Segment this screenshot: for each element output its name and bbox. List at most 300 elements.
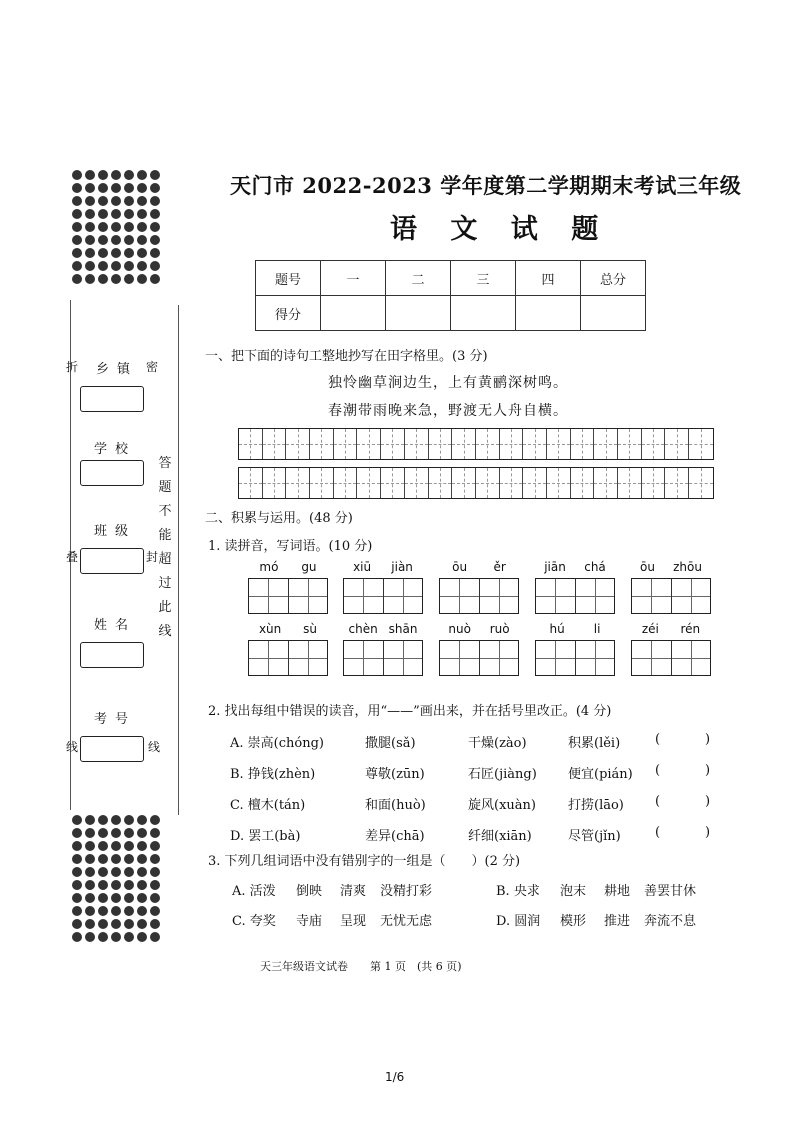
tianzige-cell[interactable] bbox=[263, 468, 287, 498]
tianzige-cell[interactable] bbox=[381, 468, 405, 498]
score-header-cell: 二 bbox=[386, 261, 451, 296]
score-cell[interactable] bbox=[386, 296, 451, 331]
pattern-dot bbox=[111, 880, 121, 890]
tianzige-cell[interactable] bbox=[263, 429, 287, 459]
pattern-dot bbox=[72, 919, 82, 929]
word-answer-boxes[interactable] bbox=[248, 640, 328, 676]
tianzige-cell[interactable] bbox=[452, 468, 476, 498]
tianzige-cell[interactable] bbox=[334, 429, 358, 459]
pattern-dot bbox=[85, 932, 95, 942]
score-cell[interactable] bbox=[321, 296, 386, 331]
exam-title: 天门市 2022-2023 学年度第二学期期末考试三年级 bbox=[230, 173, 742, 198]
fold-char-4: 封 bbox=[146, 550, 159, 564]
reading-item: 撒腿(sǎ) bbox=[365, 736, 416, 751]
pattern-dot bbox=[98, 815, 108, 825]
pattern-dot bbox=[137, 183, 147, 193]
tianzige-cell[interactable] bbox=[500, 468, 524, 498]
tianzige-cell[interactable] bbox=[310, 468, 334, 498]
tianzige-cell[interactable] bbox=[665, 468, 689, 498]
pinyin-syllable: chèn bbox=[348, 622, 378, 636]
answer-paren-close: ) bbox=[705, 794, 711, 809]
correction-answer-field[interactable] bbox=[668, 763, 702, 781]
pattern-dot bbox=[137, 867, 147, 877]
label-exam-no: 考号 bbox=[94, 712, 137, 727]
pattern-dot bbox=[111, 235, 121, 245]
character-box[interactable] bbox=[289, 579, 328, 613]
pattern-dot bbox=[124, 170, 134, 180]
reading-item: 和面(huò) bbox=[365, 798, 426, 813]
pinyin-label bbox=[439, 560, 519, 576]
tianzige-cell[interactable] bbox=[665, 429, 689, 459]
pinyin-syllable: sù bbox=[303, 622, 318, 636]
choice-word: 无忧无虑 bbox=[380, 914, 433, 929]
tianzige-cell[interactable] bbox=[571, 468, 595, 498]
pattern-dot bbox=[111, 274, 121, 284]
pinyin-word-item bbox=[631, 560, 711, 614]
pattern-dot bbox=[150, 932, 160, 942]
pattern-dot bbox=[98, 906, 108, 916]
word-answer-boxes[interactable] bbox=[535, 640, 615, 676]
reading-item: 积累(lěi) bbox=[568, 736, 621, 751]
reading-item: 干燥(zào) bbox=[468, 736, 527, 751]
character-box[interactable] bbox=[576, 641, 615, 675]
fold-char-1: 折 bbox=[66, 360, 79, 374]
character-box[interactable] bbox=[480, 641, 519, 675]
pattern-dot bbox=[111, 196, 121, 206]
pinyin-label bbox=[535, 560, 615, 576]
pattern-dot bbox=[85, 209, 95, 219]
character-box[interactable] bbox=[249, 641, 289, 675]
pattern-dot bbox=[111, 828, 121, 838]
pattern-dot bbox=[124, 261, 134, 271]
reading-item: 石匠(jiàng) bbox=[468, 767, 537, 782]
answer-paren-open: ( bbox=[655, 825, 661, 840]
pattern-dot bbox=[150, 867, 160, 877]
tianzige-row-1[interactable] bbox=[238, 428, 714, 460]
section2-heading: 二、积累与运用。(48 分) bbox=[205, 511, 353, 526]
pattern-dot bbox=[72, 932, 82, 942]
pattern-dot bbox=[124, 248, 134, 258]
pinyin-word-item bbox=[535, 560, 615, 614]
pattern-dot bbox=[124, 209, 134, 219]
pinyin-syllable: ěr bbox=[493, 560, 506, 574]
choice-word: 倒映 bbox=[296, 884, 323, 899]
pinyin-label bbox=[631, 560, 711, 576]
pinyin-syllable: ōu bbox=[640, 560, 655, 574]
reading-item: 纤细(xiān) bbox=[468, 829, 532, 844]
pattern-dot bbox=[72, 248, 82, 258]
pattern-dot bbox=[98, 196, 108, 206]
fold-char-2: 密 bbox=[146, 360, 159, 374]
pattern-dot bbox=[137, 235, 147, 245]
answer-paren-open: ( bbox=[655, 732, 661, 747]
reading-item: 旋风(xuàn) bbox=[468, 798, 536, 813]
pattern-dot bbox=[98, 248, 108, 258]
tianzige-cell[interactable] bbox=[594, 429, 618, 459]
character-box[interactable] bbox=[672, 641, 711, 675]
pattern-dot bbox=[98, 919, 108, 929]
character-box[interactable] bbox=[249, 579, 289, 613]
pattern-dot bbox=[111, 248, 121, 258]
pattern-dot bbox=[85, 841, 95, 851]
word-answer-boxes[interactable] bbox=[439, 640, 519, 676]
pinyin-word-item bbox=[248, 560, 328, 614]
pattern-dot bbox=[150, 209, 160, 219]
pattern-dot bbox=[137, 248, 147, 258]
score-header-cell: 题号 bbox=[256, 261, 321, 296]
tianzige-cell[interactable] bbox=[405, 429, 429, 459]
pattern-dot bbox=[124, 828, 134, 838]
pattern-dot bbox=[137, 815, 147, 825]
choice-word: 奔流不息 bbox=[644, 914, 697, 929]
tianzige-row-2[interactable] bbox=[238, 467, 714, 499]
pinyin-syllable: mó bbox=[259, 560, 279, 574]
fold-char-6: 线 bbox=[148, 740, 161, 754]
tianzige-cell[interactable] bbox=[618, 468, 642, 498]
pattern-dot bbox=[137, 854, 147, 864]
pattern-dot bbox=[72, 854, 82, 864]
pattern-dot bbox=[124, 815, 134, 825]
name-field[interactable] bbox=[80, 642, 144, 668]
answer-paren-close: ) bbox=[705, 763, 711, 778]
town-field[interactable] bbox=[80, 386, 144, 412]
choice-word: 泡末 bbox=[560, 884, 587, 899]
tianzige-cell[interactable] bbox=[689, 468, 713, 498]
tianzige-cell[interactable] bbox=[547, 429, 571, 459]
pattern-dot bbox=[85, 815, 95, 825]
fold-char-5: 线 bbox=[66, 740, 79, 754]
pattern-dot bbox=[98, 880, 108, 890]
pattern-dot bbox=[124, 235, 134, 245]
word-answer-boxes[interactable] bbox=[631, 640, 711, 676]
pattern-dot bbox=[111, 261, 121, 271]
pattern-dot bbox=[150, 183, 160, 193]
pattern-dot bbox=[124, 893, 134, 903]
reading-item: 尊敬(zūn) bbox=[365, 767, 425, 782]
pattern-dot bbox=[150, 170, 160, 180]
label-town: 乡镇 bbox=[96, 362, 139, 377]
poem-line-1: 独怜幽草涧边生，上有黄鹂深树鸣。 bbox=[328, 375, 568, 391]
character-box[interactable] bbox=[632, 579, 672, 613]
pattern-dot bbox=[98, 235, 108, 245]
pattern-dot bbox=[85, 196, 95, 206]
pinyin-syllable: nuò bbox=[448, 622, 471, 636]
pattern-dot bbox=[98, 170, 108, 180]
character-box[interactable] bbox=[576, 579, 615, 613]
pattern-dot bbox=[150, 261, 160, 271]
correction-answer-field[interactable] bbox=[668, 732, 702, 750]
pattern-dot bbox=[111, 841, 121, 851]
pattern-dot bbox=[111, 183, 121, 193]
tianzige-cell[interactable] bbox=[642, 468, 666, 498]
pinyin-word-item bbox=[343, 622, 423, 676]
pattern-dot bbox=[150, 222, 160, 232]
pattern-dot bbox=[72, 222, 82, 232]
pattern-dot bbox=[85, 170, 95, 180]
pattern-dot bbox=[85, 274, 95, 284]
pattern-dot bbox=[124, 880, 134, 890]
answer-paren-open: ( bbox=[655, 763, 661, 778]
pattern-dot bbox=[137, 170, 147, 180]
tianzige-cell[interactable] bbox=[429, 468, 453, 498]
tianzige-cell[interactable] bbox=[310, 429, 334, 459]
pattern-dot bbox=[137, 841, 147, 851]
pattern-dot bbox=[85, 867, 95, 877]
tianzige-cell[interactable] bbox=[618, 429, 642, 459]
pattern-dot bbox=[111, 893, 121, 903]
pattern-dot bbox=[85, 906, 95, 916]
dot-pattern-bottom bbox=[72, 815, 163, 945]
pattern-dot bbox=[111, 919, 121, 929]
pattern-dot bbox=[111, 815, 121, 825]
choice-option[interactable]: D. 圆润 bbox=[496, 914, 541, 929]
tianzige-cell[interactable] bbox=[239, 429, 263, 459]
page-footer: 天三年级语文试卷 第 1 页 (共 6 页) bbox=[260, 960, 462, 973]
pattern-dot bbox=[150, 248, 160, 258]
tianzige-cell[interactable] bbox=[547, 468, 571, 498]
pattern-dot bbox=[111, 170, 121, 180]
pattern-dot bbox=[98, 222, 108, 232]
character-box[interactable] bbox=[440, 579, 480, 613]
tianzige-cell[interactable] bbox=[334, 468, 358, 498]
pattern-dot bbox=[111, 932, 121, 942]
pinyin-syllable: jiàn bbox=[391, 560, 413, 574]
pinyin-word-item bbox=[535, 622, 615, 676]
pattern-dot bbox=[150, 196, 160, 206]
pattern-dot bbox=[111, 209, 121, 219]
word-answer-boxes[interactable] bbox=[535, 578, 615, 614]
pinyin-syllable: ruò bbox=[489, 622, 510, 636]
pattern-dot bbox=[137, 222, 147, 232]
class-field[interactable] bbox=[80, 548, 144, 574]
choice-word: 呈现 bbox=[340, 914, 367, 929]
character-box[interactable] bbox=[384, 641, 423, 675]
answer-paren-open: ( bbox=[655, 794, 661, 809]
pattern-dot bbox=[85, 235, 95, 245]
word-answer-boxes[interactable] bbox=[631, 578, 711, 614]
pattern-dot bbox=[72, 893, 82, 903]
q3-heading: 3. 下列几组词语中没有错别字的一组是（ ）(2 分) bbox=[208, 854, 521, 869]
choice-word: 善罢甘休 bbox=[644, 884, 697, 899]
section1-heading: 一、把下面的诗句工整地抄写在田字格里。(3 分) bbox=[205, 349, 488, 364]
pinyin-syllable: chá bbox=[584, 560, 606, 574]
pinyin-label bbox=[248, 622, 328, 638]
pattern-dot bbox=[72, 906, 82, 916]
pinyin-syllable: xùn bbox=[258, 622, 282, 636]
score-cell[interactable] bbox=[516, 296, 581, 331]
score-header-cell: 三 bbox=[451, 261, 516, 296]
choice-word: 没精打彩 bbox=[380, 884, 433, 899]
tianzige-cell[interactable] bbox=[381, 429, 405, 459]
q1-heading: 1. 读拼音，写词语。(10 分) bbox=[208, 539, 373, 554]
pinyin-syllable: gu bbox=[301, 560, 317, 574]
score-header-cell: 四 bbox=[516, 261, 581, 296]
pattern-dot bbox=[72, 196, 82, 206]
score-cell[interactable] bbox=[581, 296, 646, 331]
pinyin-word-item bbox=[248, 622, 328, 676]
pinyin-word-item bbox=[631, 622, 711, 676]
exam-number-field[interactable] bbox=[80, 736, 144, 762]
tianzige-cell[interactable] bbox=[642, 429, 666, 459]
pattern-dot bbox=[150, 235, 160, 245]
tianzige-cell[interactable] bbox=[523, 429, 547, 459]
pattern-dot bbox=[137, 932, 147, 942]
binding-line-right bbox=[178, 305, 179, 815]
pattern-dot bbox=[124, 867, 134, 877]
score-cell[interactable] bbox=[451, 296, 516, 331]
pattern-dot bbox=[85, 222, 95, 232]
pattern-dot bbox=[150, 841, 160, 851]
label-class: 班级 bbox=[94, 524, 137, 539]
choice-word: 清爽 bbox=[340, 884, 367, 899]
tianzige-cell[interactable] bbox=[452, 429, 476, 459]
pinyin-syllable: li bbox=[593, 622, 601, 636]
choice-word: 模形 bbox=[560, 914, 587, 929]
pinyin-label bbox=[248, 560, 328, 576]
pinyin-word-item bbox=[343, 560, 423, 614]
word-answer-boxes[interactable] bbox=[439, 578, 519, 614]
school-field[interactable] bbox=[80, 460, 144, 486]
pattern-dot bbox=[137, 893, 147, 903]
reading-item: D. 罢工(bà) bbox=[230, 829, 301, 844]
score-table bbox=[255, 260, 646, 331]
word-answer-boxes[interactable] bbox=[343, 640, 423, 676]
pattern-dot bbox=[85, 828, 95, 838]
tianzige-cell[interactable] bbox=[476, 429, 500, 459]
character-box[interactable] bbox=[672, 579, 711, 613]
tianzige-cell[interactable] bbox=[357, 429, 381, 459]
fold-char-3: 叠 bbox=[66, 550, 79, 564]
pattern-dot bbox=[111, 222, 121, 232]
word-answer-boxes[interactable] bbox=[248, 578, 328, 614]
pattern-dot bbox=[124, 222, 134, 232]
pinyin-syllable: zhōu bbox=[673, 560, 702, 574]
tianzige-cell[interactable] bbox=[286, 468, 310, 498]
tianzige-cell[interactable] bbox=[286, 429, 310, 459]
pattern-dot bbox=[150, 815, 160, 825]
tianzige-cell[interactable] bbox=[594, 468, 618, 498]
character-box[interactable] bbox=[344, 579, 384, 613]
character-box[interactable] bbox=[480, 579, 519, 613]
pattern-dot bbox=[137, 209, 147, 219]
pinyin-label bbox=[439, 622, 519, 638]
choice-word: 寺庙 bbox=[296, 914, 323, 929]
exam-subtitle: 语 文 试 题 bbox=[390, 214, 611, 245]
pattern-dot bbox=[72, 867, 82, 877]
pinyin-syllable: rén bbox=[680, 622, 701, 636]
pinyin-label bbox=[343, 560, 423, 576]
pattern-dot bbox=[85, 248, 95, 258]
pattern-dot bbox=[72, 183, 82, 193]
q2-heading: 2. 找出每组中错误的读音，用“——”画出来，并在括号里改正。(4 分) bbox=[208, 704, 612, 719]
pinyin-label bbox=[343, 622, 423, 638]
reading-item: A. 崇高(chóng) bbox=[230, 736, 324, 751]
tianzige-cell[interactable] bbox=[357, 468, 381, 498]
reading-item: 便宜(pián) bbox=[568, 767, 633, 782]
poem-line-2: 春潮带雨晚来急，野渡无人舟自横。 bbox=[328, 403, 568, 419]
pattern-dot bbox=[150, 893, 160, 903]
pinyin-syllable: zéi bbox=[641, 622, 659, 636]
pattern-dot bbox=[72, 828, 82, 838]
tianzige-cell[interactable] bbox=[429, 429, 453, 459]
pattern-dot bbox=[137, 261, 147, 271]
word-answer-boxes[interactable] bbox=[343, 578, 423, 614]
tianzige-cell[interactable] bbox=[405, 468, 429, 498]
label-name: 姓名 bbox=[94, 618, 137, 633]
pattern-dot bbox=[72, 815, 82, 825]
pattern-dot bbox=[124, 183, 134, 193]
pinyin-syllable: ōu bbox=[452, 560, 468, 574]
pattern-dot bbox=[137, 880, 147, 890]
character-box[interactable] bbox=[536, 641, 576, 675]
pattern-dot bbox=[98, 893, 108, 903]
pattern-dot bbox=[124, 854, 134, 864]
pattern-dot bbox=[124, 841, 134, 851]
choice-option[interactable]: C. 夸奖 bbox=[232, 914, 276, 929]
dot-pattern-top bbox=[72, 170, 163, 287]
tianzige-cell[interactable] bbox=[689, 429, 713, 459]
pattern-dot bbox=[72, 841, 82, 851]
pinyin-word-item bbox=[439, 622, 519, 676]
correction-answer-field[interactable] bbox=[668, 825, 702, 843]
pattern-dot bbox=[98, 828, 108, 838]
pattern-dot bbox=[98, 932, 108, 942]
pattern-dot bbox=[98, 854, 108, 864]
choice-option[interactable]: A. 活泼 bbox=[232, 884, 276, 899]
pinyin-word-item bbox=[439, 560, 519, 614]
character-box[interactable] bbox=[384, 579, 423, 613]
character-box[interactable] bbox=[344, 641, 384, 675]
pattern-dot bbox=[150, 919, 160, 929]
pinyin-label bbox=[535, 622, 615, 638]
character-box[interactable] bbox=[289, 641, 328, 675]
pinyin-syllable: xiū bbox=[353, 560, 372, 574]
score-header-cell: 一 bbox=[321, 261, 386, 296]
character-box[interactable] bbox=[536, 579, 576, 613]
pattern-dot bbox=[111, 867, 121, 877]
character-box[interactable] bbox=[632, 641, 672, 675]
correction-answer-field[interactable] bbox=[668, 794, 702, 812]
pattern-dot bbox=[72, 274, 82, 284]
reading-item: C. 檀木(tán) bbox=[230, 798, 306, 813]
pattern-dot bbox=[124, 919, 134, 929]
pattern-dot bbox=[85, 183, 95, 193]
tianzige-cell[interactable] bbox=[476, 468, 500, 498]
tianzige-cell[interactable] bbox=[571, 429, 595, 459]
score-row-label: 得分 bbox=[256, 296, 321, 331]
reading-item: 差异(chā) bbox=[365, 829, 425, 844]
pattern-dot bbox=[98, 867, 108, 877]
pinyin-syllable: hú bbox=[549, 622, 565, 636]
pinyin-syllable: jiān bbox=[544, 560, 566, 574]
choice-option[interactable]: B. 央求 bbox=[496, 884, 540, 899]
tianzige-cell[interactable] bbox=[239, 468, 263, 498]
reading-item: B. 挣钱(zhèn) bbox=[230, 767, 316, 782]
tianzige-cell[interactable] bbox=[500, 429, 524, 459]
character-box[interactable] bbox=[440, 641, 480, 675]
pattern-dot bbox=[72, 235, 82, 245]
pinyin-label bbox=[631, 622, 711, 638]
pattern-dot bbox=[72, 880, 82, 890]
pattern-dot bbox=[72, 209, 82, 219]
answer-paren-close: ) bbox=[705, 732, 711, 747]
pattern-dot bbox=[150, 274, 160, 284]
pinyin-syllable: shān bbox=[388, 622, 418, 636]
answer-paren-close: ) bbox=[705, 825, 711, 840]
tianzige-cell[interactable] bbox=[523, 468, 547, 498]
pattern-dot bbox=[137, 196, 147, 206]
pattern-dot bbox=[72, 261, 82, 271]
